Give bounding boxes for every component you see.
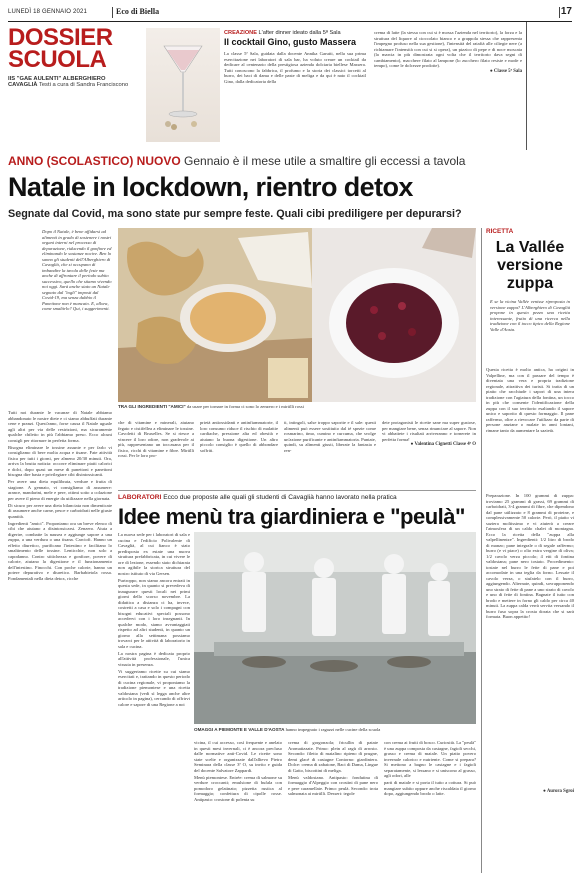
cocktail-title: Il cocktail Gino, gusto Massera xyxy=(224,37,357,47)
sidebar-rule xyxy=(481,228,482,873)
dossier-title: SCUOLA xyxy=(8,46,107,73)
lab-column-3 xyxy=(288,740,378,872)
recipe-title-1: La Vallée xyxy=(495,239,565,256)
cocktail-signature: ● Classe 5ª Sala xyxy=(489,68,522,74)
lab-col1-p2: Purtroppo, non siamo ancora entrati in questa sede, in quanto si prevedeva di inaugurare questi locali nei primi giorni dello scorso novembre. La didattica a distanza ci ha, invece, costretti a casa e solo i compagni con bisogni educativi speciali possono accedervi con i loro insegnanti. In qualche modo, siamo avvantaggiati rispetto ad altri studenti, in quanto un giorno alla settimana possiamo trovarci per le attività di laboratorio in sala e cucina. xyxy=(118,577,190,649)
lab-col4-p2: parti di maiale e si porta il tutto a cottura. Si può mangiare subito oppure anche riscaldata il giorno dopo, aggiungendo brodo o latte. xyxy=(384,780,476,797)
cocktail-text-col1: La classe 5ª Sala, guidata dalla docente Annika Garutti, nella sua prima esercitazione nei laboratori di sala bar, ha voluto creare un cocktail da dedicare al centenario della prestigiosa azienda dolciaria biellese Massera. Tutti conoscono la fabbrica, il profumo e la storia dei classici torcetti al burro, dei baci di dama e delle paste di meliga e da qui è nato il cocktail Gino, dalla dedicatoria della xyxy=(224,51,366,84)
main-title: Natale in lockdown, rientro detox xyxy=(8,172,413,202)
main-caption-text: da usare per tornare in forma ci sono lo zenzero e i mirtilli rossi xyxy=(186,404,304,409)
main-col1-p4: Di sicuro per avere una dieta bilanciata non dimenticate di assumere anche carne, pesce e carboidrati nelle giuste quantità. xyxy=(8,502,112,519)
right-rule xyxy=(526,22,527,150)
lab-col2-p2: Menù piemontese. Entrée: crema di salmone su verdure croccanti; emulsione di bufala con pomodoro gelatinato; pizzetta rustica al formaggio; confettura di cipolle rosse. Antipasto: crostone di polenta su xyxy=(194,774,282,802)
cocktail-kicker-text: L'after dinner ideato dalla 5ª Sala xyxy=(258,30,341,36)
school-place: CAVAGLIÀ xyxy=(8,82,38,88)
main-kicker-text: Gennaio è il mese utile a smaltire gli eccessi a tavola xyxy=(184,154,466,168)
lab-kicker-label: LABORATORI xyxy=(118,494,162,501)
main-column-5 xyxy=(382,420,476,490)
kitchen-photo xyxy=(194,532,476,724)
main-signature: ● Valentina Cignetti Classe 4ª O xyxy=(410,442,476,447)
header-divider xyxy=(559,7,560,18)
school-name: IIS "GAE AULENTI" ALBERGHIERO xyxy=(8,76,106,82)
main-kicker xyxy=(8,154,528,168)
main-col1-p2: Bisogna eliminare le tossine assunte e per farlo vi consigliamo di bere molta acqua e tisane. Fate attività fisica per tutti i giorni, per almeno 20/30 minuti. Ora, arriva la brutta notizia: occorre eliminare piatti calorici e dolci, dopo quasi un mese di panettoni e panettoni bisogna dire basta e privilegiare cibi disintossicanti. xyxy=(8,444,112,478)
lab-kicker xyxy=(118,494,478,501)
recipe-title-2: versione xyxy=(497,257,563,274)
cocktail-text-col2 xyxy=(374,30,522,140)
main-col1-p1: Tutti noi durante le vacanze di Natale abbiamo abbandonato le nostre diete e ci siamo abbuffati durante cene e pranzi. Quest'anno, forse causa il Natale uguale agli altri per via delle restrizioni, ma sicuramente qualche chiletto in più l'abbiamo preso. Ecco alcuni consigli per ritornare in perfetta forma. xyxy=(8,410,112,443)
credit: Testi a cura di Sandra Franciscono xyxy=(38,82,129,88)
dossier-title: DOSSIER xyxy=(8,24,113,51)
recipe-title-3: zuppa xyxy=(506,275,554,292)
lab-col1-p4: Vi suggeriamo ricette su cui siamo esercitati e, trattando in questo periodo di cucina regionale, vi proponiamo la tradizione piemontese e una ricetta valdostana (vedi sì legga anche altre articolo in pagina), cercando di offrirvi calore e sapore di una Regione a noi xyxy=(118,668,190,707)
main-column-4: ti, intingoli, salse troppo saporite e il sale: questi alimenti può essere sostituito dal té spezie come rosmarino, timo, cumino e curcuma, che svolge un'azione purificante e antinfiammatoria. Puntate, quindi, su alimenti giusti, liberate la fantasia e ren- xyxy=(284,420,376,453)
header-divider xyxy=(112,7,113,18)
lab-caption-kicker: OMAGGI A PIEMONTE E VALLE D'AOSTA xyxy=(194,727,285,732)
recipe-signature: ● Aurora Sgroi xyxy=(543,789,574,794)
cocktail-photo xyxy=(146,28,220,142)
main-subtitle: Segnate dal Covid, ma sono state pur sempre feste. Quali cibi prediligere per depurarsi? xyxy=(8,208,462,220)
lab-col1-p3: La nostra pagina è dedicata proprio all'attività professionale, l'unica vissuta in presenza. xyxy=(118,650,190,667)
lab-col3-p2: Menù valdostano. Antipasto: fondutina di formaggio d'Alpeggio con crostini di pane nero e pere caramellate. Primo: peulà. Secondo: trota salmonata ai mirtilli. Dessert: tegole xyxy=(288,774,378,797)
main-col1-p5: Ingredienti "amici". Proponiamo ora un breve elenco di cibi che aiutano a disintossicarsi. Zenzero. Aiuta a digerire, combatte la nausea e aggiunge sapore a una zuppa, a una verdura o una tisana. Carciofi. Hanno un effetto diuretico, purificano l'intestino e facilitano lo smaltimento delle tossine. Lenticchie, non solo a capodanno. Contro stitichezza e gonfiore, povere di calorie, aiutano la digestione e il funzionamento dell'intestino. Finocchi. Con poche calorie, hanno un potere depurativo e diuretico. Barbabietola rossa. Fondamentali nella dieta detox, ricche xyxy=(8,520,112,581)
main-kicker-label: ANNO (SCOLASTICO) NUOVO xyxy=(8,154,181,168)
cranberry-photo xyxy=(312,228,476,402)
main-column-2: che di vitamine e minerali, aiutano fegato e cistifellea a eliminare le tossine. Cavoletti di Bruxelles. Se si riesce a vincere il loro odore, non gradevole ai più, rappresentano un toccasana per il fisico, ricchi di vitamine e fibre. Mirtilli rossi. Per le loro pro- xyxy=(118,420,194,458)
lab-rule xyxy=(118,490,476,491)
lab-column-2 xyxy=(194,740,282,872)
main-col5-body: dete protagonisti le ricette sane ma super gustose, per mangiare bene, senza rinunciare al sapore. Non vi abbattete i risultati arriveranno e tornerete in perfetta forma! xyxy=(382,420,476,442)
recipe-body: Questa ricetta è molto antica, ha origini in Valpelline, ma con il passare del tempo è diventata una vera e propria tradizione regionale, attrattiva dei turisti. Si tratta di un piatto che racchiude i sapori di una intera tradizione con l'agiatura della fontina, un tocco in più che consente l'identificazione della zuppa con il suo territorio esaltando il sapore unico e saporito di questo formaggio. Il pane raffermo, oltre a rievocare l'utilizzo da parte di persone anziane o malate in anni lontani, rimane tanto da aumentare la sazietà. xyxy=(486,367,574,433)
recipe-intro: E se la vicina Vallée venisse riproposta in versione zuppa? L'Alberghiero di Cavaglià propone in questo pezzo una ricetta interessante, frutto di una ricerca nella tradizione con il tocco tipico della Regione Valle d'Aosta. xyxy=(490,299,570,332)
recipe-kicker: RICETTA xyxy=(486,228,514,235)
cocktail-kicker: CREAZIONE xyxy=(224,30,257,36)
lab-col3-p1: crema di gorgonzola; fricullin di patate Aromatizzate. Primo: plein al ragù di arrosto. Secondo: filetto di maialino ripieno di prugne, demi glacé di castagne Contorno: giardiniera. Dolce: crema di zabaione, Baci di Dama, Lingue di Gatto, biscottini di meliga. xyxy=(288,740,378,773)
page-number: 17 xyxy=(560,6,572,17)
lab-kicker-text: Ecco due proposte alle quali gli studenti di Cavaglià hanno lavorato nella pratica xyxy=(163,494,397,501)
recipe-preparation: Preparazione. In 100 grammi di zuppa: troviamo 25 grammi di grassi, 69 grammi di carboidrati, 3-4 grammi di fibre, che dipendono dal pane utilizzato e 8 grammi di proteine, e complessivamente 50 calorie. Però, il piatto vi saziera moltissimo e vi aiuterà a creare l'atmosfera di un caldo chalet di montagna. Ecco la ricetta della "zuppa alla valpellinentze". Ingredienti: 1/2 litro di brodo di manzo; pane integrale o di segale raffermo; burro (e vi piace) o olio extra vergine di oliva; 1/2 cavolo verza piccolo; 4 etti di fontina valdostana; pane nero tostato. Procedimento: tostate nel burro le fette di pane e poi accomodate in una teglia da forno. Lessate il cavolo verza, o stufatelo con il burro, aggiungendo. Alternate, quindi, sovrapponendo uno strato di fette di pane a uno strato di cavolo e uno di fette di fontina. Bagnate il tutto con brodo e mettere in forno gli caldo per circa 40 minuti. La zuppa calda verrà servita versando il burro fuso sopra la crosta dorata che si sarà formata. Buon appetito! xyxy=(486,493,574,619)
main-column-1 xyxy=(8,410,112,872)
lab-column-4 xyxy=(384,740,476,872)
cocktail-text-col2-body: crema di latte (la stessa con cui si è mossa l'azienda nel territorio), la forza e la struttura del liquore al cioccolato bianco e a grappola stessa che rappresenta l'impegno profuso nella sua gestione), l'intensità del ratafià alle ciliegie nere (a richiamare l'intensità con cui si si opera), un pizzico di pepe e di noce moscata (la marcia in più dimostrata ogni volta che il territorio dava segni di cambiamento), macchere filato al lampone (lo zucchero filato resiste e mode e tempo), come le dolcezze prodotte). xyxy=(374,30,522,68)
recipe-sidebar xyxy=(486,228,574,873)
main-column-3: prietà antiossidanti e antinfiammatorie, il loro consumo riduce il rischio di malattie cardiache, pressione alta ed obesità e aiutano la buona digestione. Un altro piccolo consiglio è quello di abbondare soffriti. xyxy=(200,420,278,453)
main-col1-p3: Per avere una dieta equilibrata, verdure e frutta di stagione. A gennaio, vi consigliamo di assumere: arance, mandarini, mele e pere, ottimi sotto a colazione per avere il pieno di energie da utilizzare nella giornata. xyxy=(8,479,112,501)
lab-title: Idee menù tra giardiniera e "peulà" xyxy=(118,504,465,529)
page-header xyxy=(8,6,572,22)
lab-column-1 xyxy=(118,532,190,872)
cocktail-article xyxy=(224,30,524,148)
lab-caption-text: hanno impegnato i ragazzi nelle cucine della scuola xyxy=(285,727,381,732)
main-caption-kicker: TRA GLI INGREDIENTI "AMICI" xyxy=(118,404,186,409)
lab-col2-p1: vicina, il cui accesso, così frequente e anelato in questi mesi invernali, ci è ancora precluso dalle normative anti-Covid. Le ricette sono state scelte e organizzate dall'allievo Pietro Seminara della classe 3ª O, su invito e guida del docente Salvatore Zappardi. xyxy=(194,740,282,773)
lab-col1-p1: La nuova sede per i laboratori di sala e cucina e l'edificio Polivalente di Cavaglià, al cui fianco è stato predisposta ex estate una nuova struttura prefabbricata, in cui vivere le ore di lezione, essendo stato dichiarata non agibile la storica struttura del nostro istituto di via Gersen. xyxy=(118,532,190,576)
header-paper: Eco di Biella xyxy=(116,7,160,16)
main-caption xyxy=(118,404,308,409)
ginger-tea-photo xyxy=(118,228,312,402)
header-date: LUNEDÌ 18 GENNAIO 2021 xyxy=(8,9,88,15)
lab-caption xyxy=(194,727,476,732)
main-intro: Dopo il Natale, è bene affidarsi ad alimenti in grado di sostenere i nostri organi interni nel processo di depurazione, riducendo il gonfiore ed eliminando le sostanze nocive. Ben lo sanno gli studenti dell'Alberghiero di Cavaglià, che si occupano di imbandire la tavola delle feste ma anche di affrontare il periodo subito successivo, quello che stiamo vivendo noi oggi. Sarà anche stato un Natale segnato dal "togli" imposti dal Covid-19, ma senza dubbio il Panettone non è mancato. E, allora, come smaltirlo? Qui, i suggerimenti. xyxy=(42,229,112,311)
lab-col4-p1: con crema ai frutti di bosco. Curiosità. La "peulà" è una zuppa composta da castagne, fagioli secchi, grasso e crema di maiale. Un piatto povero invernale calorico e nutriente. Come si prepara? Si mettono a bagno le castagne e i fagioli separatamente, si lessano e si uniscono al grasso, agli odori, alle xyxy=(384,740,476,778)
